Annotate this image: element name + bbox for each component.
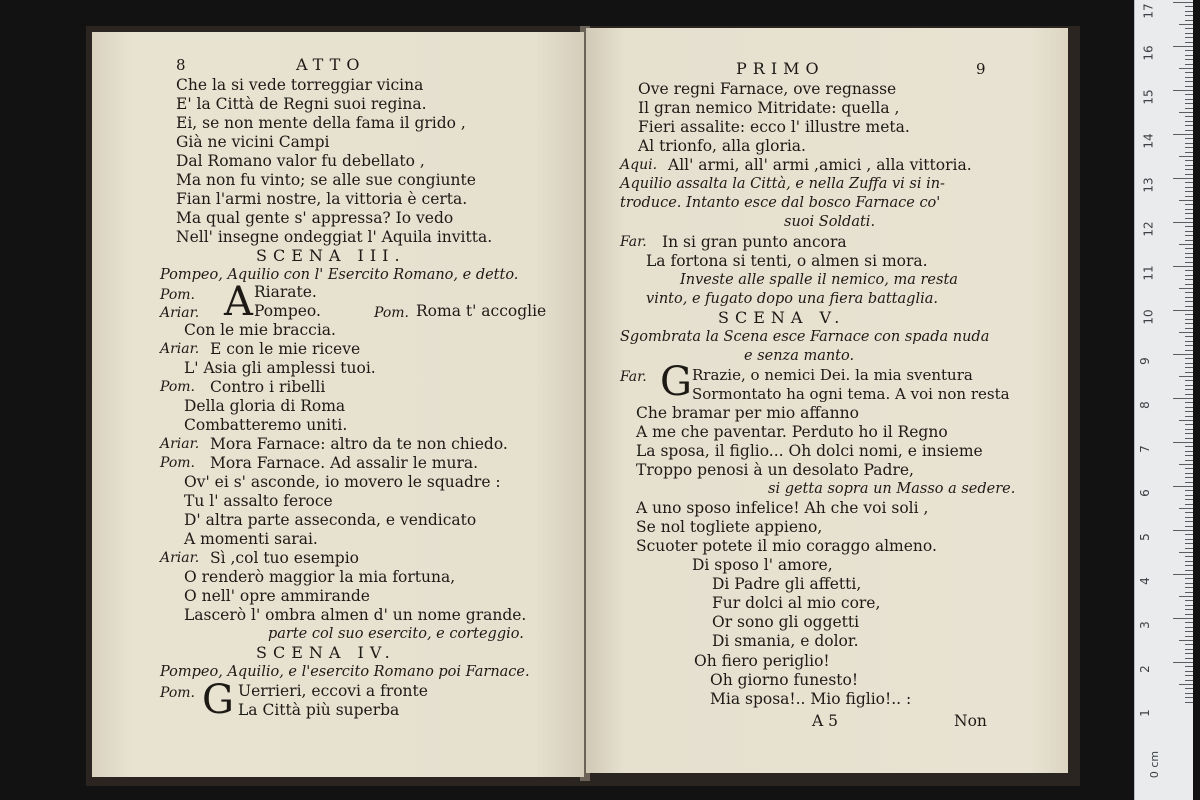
aria-line: Di sposo l' amore, — [692, 556, 833, 574]
text-line: Tu l' assalto feroce — [184, 492, 333, 510]
ruler-tick — [1185, 380, 1193, 381]
ruler-tick — [1185, 636, 1193, 637]
ruler-tick — [1185, 275, 1193, 276]
ruler-tick — [1185, 658, 1193, 659]
ruler-tick — [1185, 196, 1193, 197]
ruler-tick — [1185, 130, 1193, 131]
text-line: A momenti sarai. — [184, 530, 318, 548]
ruler-tick — [1185, 675, 1193, 676]
ruler-tick — [1173, 310, 1193, 311]
ruler-tick — [1185, 512, 1193, 513]
ruler-tick — [1179, 596, 1193, 597]
ruler-tick — [1185, 407, 1193, 408]
ruler-tick — [1185, 314, 1193, 315]
ruler-tick — [1173, 178, 1193, 179]
speaker-label: Ariar. — [160, 436, 200, 452]
ruler-number: 15 — [1141, 89, 1156, 105]
text-line: D' altra parte asseconda, e vendicato — [184, 511, 477, 529]
ruler-number: 10 — [1141, 309, 1156, 325]
text-line: Con le mie braccia. — [184, 321, 336, 339]
ruler-tick — [1185, 548, 1193, 549]
ruler-tick — [1185, 42, 1193, 43]
ruler-tick — [1173, 530, 1193, 531]
ruler-tick — [1179, 684, 1193, 685]
speaker-label: Pom. — [160, 379, 196, 395]
ruler-tick — [1185, 270, 1193, 271]
ruler-number: 13 — [1141, 177, 1156, 193]
text-line: Combatteremo uniti. — [184, 416, 348, 434]
ruler-number: 9 — [1137, 357, 1152, 365]
scene-heading: SCENA V. — [718, 308, 846, 327]
text-line: Al trionfo, alla gloria. — [638, 137, 806, 155]
ruler-tick — [1173, 486, 1193, 487]
speaker-label: Ariar. — [160, 341, 200, 357]
ruler-number: 8 — [1137, 401, 1152, 409]
text-line: Che la si vede torreggiar vicina — [176, 76, 424, 94]
ruler-number: 3 — [1137, 621, 1152, 629]
ruler-tick — [1173, 134, 1193, 135]
ruler-tick — [1185, 187, 1193, 188]
text-line: Mora Farnace. Ad assalir le mura. — [210, 454, 479, 472]
ruler-tick — [1185, 372, 1193, 373]
ruler-tick — [1185, 416, 1193, 417]
ruler-tick — [1185, 424, 1193, 425]
text-line: Il gran nemico Mitridate: quella , — [638, 99, 900, 117]
ruler-tick — [1185, 160, 1193, 161]
drop-cap: A — [224, 279, 253, 325]
ruler-tick — [1179, 24, 1193, 25]
ruler-tick — [1179, 464, 1193, 465]
speaker-label: Pom. — [160, 455, 196, 471]
ruler-tick — [1185, 213, 1193, 214]
text-line: Fian l'armi nostre, la vittoria è certa. — [176, 190, 468, 208]
ruler-tick — [1185, 609, 1193, 610]
ruler-tick — [1173, 90, 1193, 91]
ruler-tick — [1185, 174, 1193, 175]
signature-mark: A 5 — [812, 712, 838, 730]
ruler-tick — [1185, 451, 1193, 452]
ruler-tick — [1185, 6, 1193, 7]
ruler-tick — [1185, 363, 1193, 364]
ruler-tick — [1185, 394, 1193, 395]
speaker-label: Ariar. — [160, 305, 200, 321]
text-line: Troppo penosi à un desolato Padre, — [636, 461, 914, 479]
ruler-tick — [1185, 631, 1193, 632]
ruler-tick — [1185, 86, 1193, 87]
ruler-tick — [1185, 411, 1193, 412]
text-line: Roma t' accoglie — [416, 302, 547, 320]
ruler-tick — [1185, 543, 1193, 544]
ruler-tick — [1185, 231, 1193, 232]
ruler-tick — [1185, 561, 1193, 562]
ruler-tick — [1185, 644, 1193, 645]
ruler-tick — [1185, 578, 1193, 579]
ruler-tick — [1173, 46, 1193, 47]
ruler-tick — [1185, 526, 1193, 527]
ruler-tick — [1185, 33, 1193, 34]
ruler-tick — [1185, 50, 1193, 51]
ruler-tick — [1179, 156, 1193, 157]
ruler-tick — [1185, 539, 1193, 540]
ruler-tick — [1185, 116, 1193, 117]
speaker-label: Far. — [620, 234, 647, 250]
text-line: Lascerò l' ombra almen d' un nome grande. — [184, 606, 527, 624]
ruler-unit: 0 cm — [1148, 750, 1162, 779]
ruler-tick — [1185, 605, 1193, 606]
ruler-tick — [1173, 222, 1193, 223]
ruler-tick — [1185, 301, 1193, 302]
ruler-tick — [1185, 570, 1193, 571]
ruler-tick — [1185, 622, 1193, 623]
text-line: L' Asia gli amplessi tuoi. — [184, 359, 376, 377]
ruler-tick — [1185, 306, 1193, 307]
ruler-tick — [1185, 358, 1193, 359]
ruler-tick — [1185, 350, 1193, 351]
text-line: A uno sposo infelice! Ah che voi soli , — [636, 499, 929, 517]
ruler-tick — [1185, 666, 1193, 667]
text-line: Sì ,col tuo esempio — [210, 549, 360, 567]
ruler-tick — [1173, 354, 1193, 355]
ruler-tick — [1185, 143, 1193, 144]
stage-direction: parte col suo esercito, e corteggio. — [268, 626, 524, 642]
ruler-tick — [1185, 587, 1193, 588]
text-line: Uerrieri, eccovi a fronte — [238, 682, 428, 700]
stage-direction: Pompeo, Aquilio, e l'esercito Romano poi Farnace. — [160, 664, 530, 680]
ruler-tick — [1179, 244, 1193, 245]
ruler-tick — [1185, 680, 1193, 681]
ruler-tick — [1185, 11, 1193, 12]
right-page — [586, 28, 1068, 773]
stage-direction: vinto, e fugato dopo una fiera battaglia. — [646, 291, 938, 307]
speaker-label: Far. — [620, 369, 647, 385]
ruler-tick — [1185, 345, 1193, 346]
stage-direction: Investe alle spalle il nemico, ma resta — [680, 272, 958, 288]
ruler-tick — [1185, 253, 1193, 254]
ruler-tick — [1185, 20, 1193, 21]
ruler-tick — [1179, 420, 1193, 421]
ruler-tick — [1185, 209, 1193, 210]
ruler-tick — [1185, 468, 1193, 469]
ruler-tick — [1185, 389, 1193, 390]
ruler-tick — [1185, 323, 1193, 324]
ruler-tick — [1185, 279, 1193, 280]
ruler-tick — [1185, 292, 1193, 293]
ruler-tick — [1185, 240, 1193, 241]
ruler-tick — [1185, 328, 1193, 329]
ruler-tick — [1185, 438, 1193, 439]
text-line: Della gloria di Roma — [184, 397, 346, 415]
ruler-tick — [1185, 191, 1193, 192]
aria-line: Di Padre gli affetti, — [712, 575, 862, 593]
ruler-tick — [1185, 490, 1193, 491]
ruler-tick — [1185, 28, 1193, 29]
ruler-tick — [1185, 534, 1193, 535]
ruler-tick — [1185, 504, 1193, 505]
ruler-tick — [1185, 600, 1193, 601]
running-head-left: ATTO — [296, 55, 366, 74]
ruler-tick — [1185, 455, 1193, 456]
speaker-label: Pom. — [160, 287, 196, 303]
aria-line: Mia sposa!.. Mio figlio!.. : — [710, 690, 912, 708]
ruler-tick — [1173, 662, 1193, 663]
stage-direction: suoi Soldati. — [784, 214, 876, 230]
aria-line: Or sono gli oggetti — [712, 613, 860, 631]
ruler-tick — [1179, 376, 1193, 377]
text-line: Ma non fu vinto; se alle sue congiunte — [176, 171, 476, 189]
speaker-label: Pom. — [160, 685, 196, 701]
ruler-number: 7 — [1137, 445, 1152, 453]
aria-line: Fur dolci al mio core, — [712, 594, 881, 612]
aria-line: Oh giorno funesto! — [710, 671, 859, 689]
ruler-tick — [1185, 429, 1193, 430]
speaker-label: Pom. — [374, 305, 410, 321]
ruler-tick — [1185, 671, 1193, 672]
ruler-tick — [1185, 99, 1193, 100]
ruler-tick — [1185, 693, 1193, 694]
ruler-tick — [1185, 697, 1193, 698]
scene-heading: SCENA IV. — [256, 643, 396, 662]
text-line: La fortona si tenti, o almen si mora. — [646, 252, 928, 270]
page-number-left: 8 — [176, 56, 186, 74]
ruler-tick — [1179, 640, 1193, 641]
aria-line: Di smania, e dolor. — [712, 632, 859, 650]
ruler-tick — [1179, 508, 1193, 509]
ruler-tick — [1185, 482, 1193, 483]
ruler-number: 2 — [1137, 665, 1152, 673]
stage-direction: Sgombrata la Scena esce Farnace con spada nuda — [620, 329, 990, 345]
ruler-tick — [1185, 649, 1193, 650]
ruler-tick — [1185, 152, 1193, 153]
ruler-tick — [1185, 402, 1193, 403]
ruler-tick — [1185, 341, 1193, 342]
ruler-tick — [1185, 94, 1193, 95]
text-line: La Città più superba — [238, 701, 400, 719]
ruler-tick — [1185, 688, 1193, 689]
ruler-tick — [1185, 226, 1193, 227]
ruler-tick — [1185, 55, 1193, 56]
ruler-tick — [1173, 266, 1193, 267]
ruler-tick — [1185, 138, 1193, 139]
text-line: Contro i ribelli — [210, 378, 326, 396]
text-line: La sposa, il figlio... Oh dolci nomi, e insieme — [636, 442, 983, 460]
ruler-tick — [1185, 204, 1193, 205]
ruler-tick — [1185, 556, 1193, 557]
text-line: Pompeo. — [254, 302, 321, 320]
stage-direction: si getta sopra un Masso a sedere. — [768, 481, 1016, 497]
text-line: Fieri assalite: ecco l' illustre meta. — [638, 118, 910, 136]
text-line: Ove regni Farnace, ove regnasse — [638, 80, 897, 98]
ruler-tick — [1185, 37, 1193, 38]
ruler-number: 12 — [1141, 221, 1156, 237]
ruler-tick — [1185, 495, 1193, 496]
ruler-tick — [1185, 218, 1193, 219]
stage-direction: Pompeo, Aquilio con l' Esercito Romano, e detto. — [160, 267, 519, 283]
stage-direction: e senza manto. — [744, 348, 855, 364]
text-line: Rrazie, o nemici Dei. la mia sventura — [692, 366, 973, 384]
ruler-tick — [1179, 288, 1193, 289]
ruler-tick — [1185, 248, 1193, 249]
ruler-number: 6 — [1137, 489, 1152, 497]
ruler-tick — [1185, 592, 1193, 593]
ruler-tick — [1185, 517, 1193, 518]
ruler-tick — [1185, 336, 1193, 337]
speaker-label: Ariar. — [160, 550, 200, 566]
ruler-number: 5 — [1137, 533, 1152, 541]
ruler-tick — [1173, 398, 1193, 399]
speaker-label: Aqui. — [620, 157, 658, 173]
ruler-tick — [1185, 367, 1193, 368]
ruler-tick — [1185, 627, 1193, 628]
ruler-tick — [1185, 108, 1193, 109]
ruler-tick — [1185, 103, 1193, 104]
text-line: Ei, se non mente della fama il grido , — [176, 114, 466, 132]
ruler-tick — [1185, 565, 1193, 566]
ruler-tick — [1185, 433, 1193, 434]
text-line: Riarate. — [254, 283, 317, 301]
ruler-tick — [1185, 614, 1193, 615]
ruler-tick — [1185, 121, 1193, 122]
text-line: Mora Farnace: altro da te non chiedo. — [210, 435, 508, 453]
drop-cap: G — [660, 359, 692, 405]
ruler-tick — [1185, 702, 1193, 703]
ruler-tick — [1179, 332, 1193, 333]
ruler-tick — [1185, 125, 1193, 126]
ruler-tick — [1185, 297, 1193, 298]
ruler-tick — [1185, 583, 1193, 584]
ruler-tick — [1185, 15, 1193, 16]
ruler-tick — [1185, 446, 1193, 447]
ruler-number: 16 — [1141, 45, 1156, 61]
ruler-tick — [1185, 77, 1193, 78]
ruler-tick — [1185, 147, 1193, 148]
text-line: Dal Romano valor fu debellato , — [176, 152, 425, 170]
ruler-tick — [1185, 72, 1193, 73]
ruler-tick — [1185, 653, 1193, 654]
ruler-number: 1 — [1137, 709, 1152, 717]
text-line: All' armi, all' armi ,amici , alla vittoria. — [668, 156, 972, 174]
ruler-tick — [1185, 477, 1193, 478]
ruler-tick — [1185, 499, 1193, 500]
left-page — [92, 32, 584, 777]
ruler-number: 14 — [1141, 133, 1156, 149]
ruler-tick — [1185, 165, 1193, 166]
scene-heading: SCENA III. — [256, 246, 406, 265]
text-line: Scuoter potete il mio coraggo almeno. — [636, 537, 937, 555]
ruler-tick — [1185, 257, 1193, 258]
ruler-tick — [1185, 319, 1193, 320]
ruler-tick — [1185, 182, 1193, 183]
ruler-tick — [1185, 262, 1193, 263]
ruler-tick — [1185, 385, 1193, 386]
ruler-tick — [1185, 81, 1193, 82]
text-line: Ov' ei s' asconde, io movero le squadre : — [184, 473, 501, 491]
measurement-ruler — [1134, 0, 1193, 800]
text-line: In si gran punto ancora — [662, 233, 847, 251]
text-line: Ma qual gente s' appressa? Io vedo — [176, 209, 454, 227]
stage-direction: Aquilio assalta la Città, e nella Zuffa vi si in- — [620, 176, 945, 192]
running-head-right: PRIMO — [736, 59, 825, 78]
text-line: O nell' opre ammirande — [184, 587, 370, 605]
ruler-tick — [1173, 442, 1193, 443]
text-line: O renderò maggior la mia fortuna, — [184, 568, 456, 586]
text-line: Sormontato ha ogni tema. A voi non resta — [692, 385, 1010, 403]
ruler-tick — [1185, 473, 1193, 474]
ruler-number: 17 — [1141, 3, 1156, 19]
ruler-tick — [1173, 2, 1193, 3]
ruler-tick — [1185, 284, 1193, 285]
ruler-tick — [1179, 68, 1193, 69]
ruler-tick — [1179, 112, 1193, 113]
text-line: Che bramar per mio affanno — [636, 404, 859, 422]
catchword: Non — [954, 712, 987, 730]
ruler-number: 4 — [1137, 577, 1152, 585]
drop-cap: G — [202, 677, 234, 723]
text-line: Se nol togliete appieno, — [636, 518, 823, 536]
ruler-tick — [1185, 235, 1193, 236]
text-line: E con le mie riceve — [210, 340, 361, 358]
ruler-tick — [1173, 574, 1193, 575]
ruler-tick — [1185, 460, 1193, 461]
text-line: Nell' insegne ondeggiat l' Aquila invitta. — [176, 228, 493, 246]
ruler-tick — [1173, 618, 1193, 619]
ruler-tick — [1185, 64, 1193, 65]
ruler-number: 11 — [1141, 265, 1156, 281]
ruler-tick — [1185, 521, 1193, 522]
ruler-tick — [1179, 552, 1193, 553]
text-line: E' la Città de Regni suoi regina. — [176, 95, 427, 113]
page-number-right: 9 — [976, 60, 986, 78]
stage-direction: troduce. Intanto esce dal bosco Farnace co' — [620, 195, 941, 211]
text-line: A me che paventar. Perduto ho il Regno — [636, 423, 948, 441]
ruler-tick — [1185, 59, 1193, 60]
ruler-tick — [1179, 200, 1193, 201]
text-line: Già ne vicini Campi — [176, 133, 330, 151]
ruler-tick — [1185, 169, 1193, 170]
aria-line: Oh fiero periglio! — [694, 652, 830, 670]
